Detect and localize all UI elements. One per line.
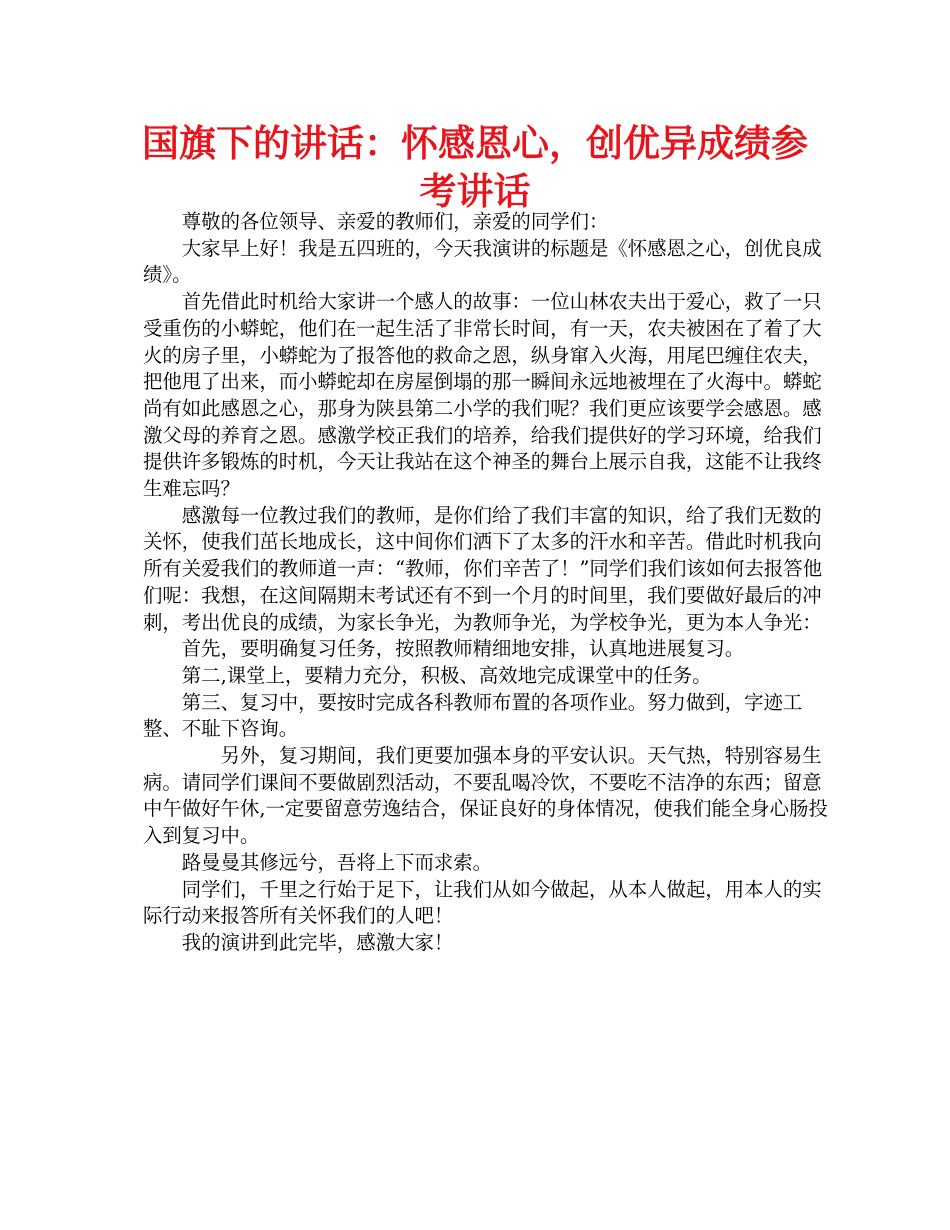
paragraph-quote: 路曼曼其修远兮，吾将上下而求索。 [181,850,493,874]
paragraph-call-to-action: 同学们，千里之行始于足下，让我们从如今做起，从本人做起，用本人的实际行动来报答所有关怀我们的人吧！ [143,877,822,928]
paragraph-closing: 我的演讲到此完毕，感激大家！ [181,930,454,954]
paragraph-second: 第二,课堂上，要精力充分，积极、高效地完成课堂中的任务。 [181,663,712,687]
document-body [143,209,833,957]
paragraph-story: 首先借此时机给大家讲一个感人的故事：一位山林农夫出于爱心，救了一只受重伤的小蟒蛇，他们在一起生活了非常长时间，有一天，农夫被困在了着了大火的房子里，小蟒蛇为了报答他的救命之恩，纵身窜入火海，用尾巴缠住农夫，把他甩了出来，而小蟒蛇却在房屋倒塌的那一瞬间永远地被埋在了火海中。蟒蛇尚有如此感恩之心，那身为陕县第二小学的我们呢？我们更应该要学会感恩。感激父母的养育之恩。感激学校正我们的培养，给我们提供好的学习环境，给我们提供许多锻炼的时机，今天让我站在这个神圣的舞台上展示自我，这能不让我终生难忘吗？ [143,290,822,501]
paragraph-third: 第三、复习中，要按时完成各科教师布置的各项作业。努力做到，字迹工整、不耻下咨询。 [143,690,803,741]
paragraph-salutation: 尊敬的各位领导、亲爱的教师们，亲爱的同学们： [181,210,609,233]
paragraph-first: 首先，要明确复习任务，按照教师精细地安排，认真地进展复习。 [181,637,745,661]
paragraph-teachers: 感激每一位教过我们的教师，是你们给了我们丰富的知识，给了我们无数的关怀，使我们茁长地成长，这中间你们洒下了太多的汗水和辛苦。借此时机我向所有关爱我们的教师道一声：“教师，你们辛苦了！”同学们我们该如何去报答他们呢：我想，在这间隔期末考试还有不到一个月的时间里，我们要做好最后的冲刺，考出优良的成绩，为家长争光，为教师争光，为学校争光，更为本人争光： [143,503,823,634]
paragraph-safety: 另外，复习期间，我们更要加强本身的平安认识。天气热，特别容易生病。请同学们课间不要做剧烈活动，不要乱喝冷饮，不要吃不洁净的东西；留意中午做好午休,一定要留意劳逸结合，保证良好的身体情况，使我们能全身心肠投入到复习中。 [143,744,828,848]
document-title: 国旗下的讲话：怀感恩心，创优异成绩参考讲话 [142,122,808,213]
paragraph-greeting: 大家早上好！我是五四班的，今天我演讲的标题是《怀感恩之心，创优良成绩》。 [143,236,822,287]
